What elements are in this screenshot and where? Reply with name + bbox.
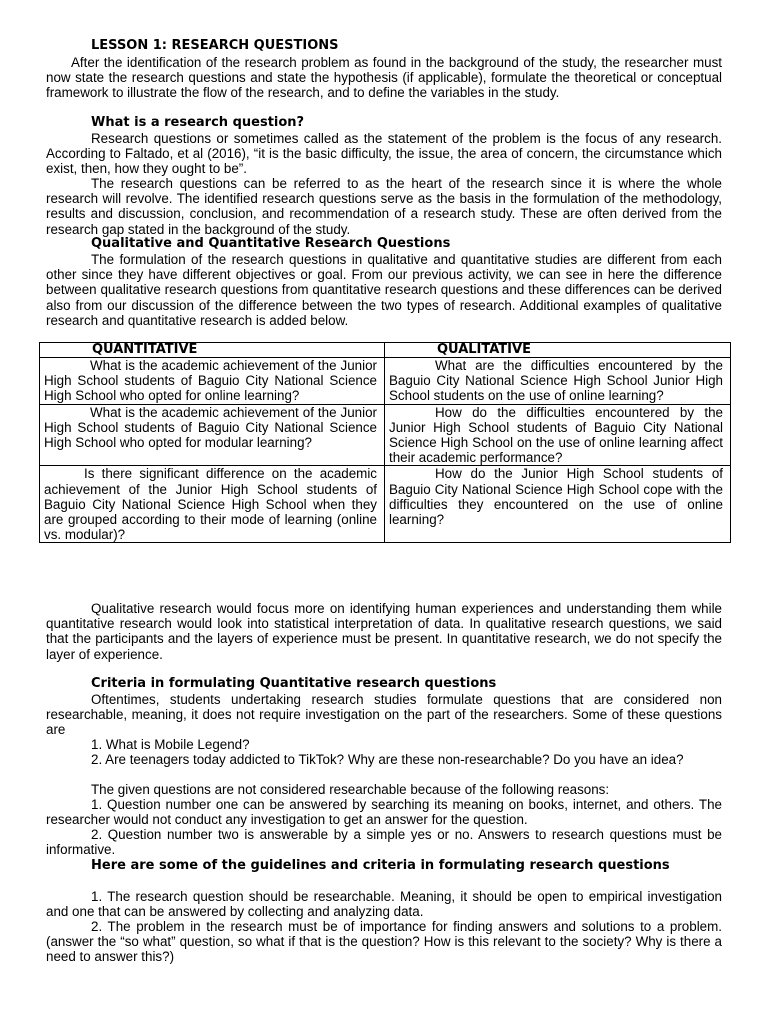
quantitative-header: QUANTITATIVE (40, 343, 385, 358)
example-question-2: 2. Are teenagers today addicted to TikTok? Why are these non-researchable? Do you have an idea? (91, 752, 684, 767)
reasons-intro: The given questions are not considered researchable because of the following reasons: (91, 782, 610, 797)
intro-paragraph: After the identification of the research problem as found in the background of the study, the researcher must now state the research questions and state the hypothesis (if applicable), formulate the theoretical or conceptual framework to illustrate the flow of the research, and to define the variables in the study. (46, 55, 722, 101)
table-row (40, 404, 731, 466)
table-cell: How do the difficulties encountered by the Junior High School students of Baguio City National Science High School on the use of online learning affect their academic performance? (385, 404, 731, 466)
reason-1: 1. Question number one can be answered by searching its meaning on books, internet, and others. The researcher would not conduct any investigation to get an answer for the question. (46, 797, 722, 828)
questions-table (39, 342, 731, 543)
qualitative-header: QUALITATIVE (385, 343, 731, 358)
example-question-1: 1. What is Mobile Legend? (91, 737, 250, 752)
guidelines-heading: Here are some of the guidelines and criteria in formulating research questions (91, 858, 670, 873)
reason-2: 2. Question number two is answerable by a simple yes or no. Answers to research questions must be informative. (46, 827, 722, 858)
table-cell: What is the academic achievement of the Junior High School students of Baguio City National Science High School who opted for modular learning? (40, 404, 385, 466)
table-cell: Is there significant difference on the academic achievement of the Junior High School students of Baguio City National Science High School when they are grouped according to their mode of learning (online vs. modular)? (40, 466, 385, 543)
qual-quant-paragraph: The formulation of the research questions in qualitative and quantitative studies are different from each other since they have different objectives or goal. From our previous activity, we can see in here the difference between qualitative research questions from quantitative research questions and these differences can be derived also from our discussion of the difference between the two types of research. Additional examples of qualitative research and quantitative research is added below. (46, 252, 722, 328)
guideline-1: 1. The research question should be researchable. Meaning, it should be open to empirical investigation and one that can be answered by collecting and analyzing data. (46, 889, 722, 920)
table-cell: How do the Junior High School students of Baguio City National Science High School cope with the difficulties they encountered on the use of online learning? (385, 466, 731, 543)
table-row (40, 466, 731, 543)
after-table-paragraph: Qualitative research would focus more on identifying human experiences and understanding them while quantitative research would look into statistical interpretation of data. In qualitative research questions, we said that the participants and the layers of experience must be present. In quantitative research, we do not specify the layer of experience. (46, 601, 722, 662)
criteria-paragraph: Oftentimes, students undertaking research studies formulate questions that are considered non researchable, meaning, it does not require investigation on the part of the researchers. Some of these questions are (46, 692, 722, 738)
what-is-paragraph-1: Research questions or sometimes called as the statement of the problem is the focus of any research. According to Faltado, et al (2016), “it is the basic difficulty, the issue, the area of concern, the circumstance which exist, then, how they ought to be”. (46, 131, 722, 177)
criteria-heading: Criteria in formulating Quantitative research questions (91, 676, 497, 691)
table-cell: What are the difficulties encountered by the Baguio City National Science High School Junior High School students on the use of online learning? (385, 358, 731, 405)
table-row (40, 358, 731, 405)
table-header-row (40, 343, 731, 358)
table-cell: What is the academic achievement of the Junior High School students of Baguio City National Science High School who opted for online learning? (40, 358, 385, 405)
what-is-heading: What is a research question? (91, 115, 305, 130)
qual-quant-heading: Qualitative and Quantitative Research Questions (91, 236, 451, 251)
what-is-paragraph-2: The research questions can be referred to as the heart of the research since it is where the whole research will revolve. The identified research questions serve as the basis in the formulation of the methodology, results and discussion, conclusion, and recommendation of a research study. These are often derived from the research gap stated in the background of the study. (46, 176, 722, 237)
guideline-2: 2. The problem in the research must be of importance for finding answers and solutions to a problem. (answer the “so what” question, so what if that is the question? How is this relevant to the society? Why is there a need to answer this?) (46, 919, 722, 965)
lesson-title: LESSON 1: RESEARCH QUESTIONS (91, 38, 339, 53)
